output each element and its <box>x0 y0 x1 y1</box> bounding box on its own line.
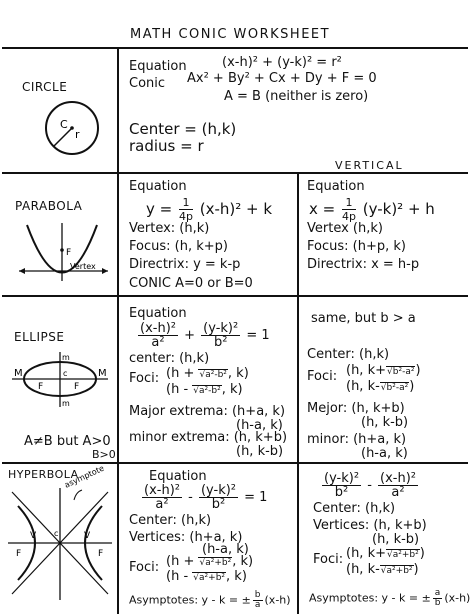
ellipse-h-major-1: Major extrema: (h+a, k) <box>129 404 286 419</box>
hyperbola-v-equation: $\frac{\text{(y-k)²}}{\text{b²}}$ - $\frac{\text{(x-h)²}}{\text{a²}}$ <box>324 471 417 500</box>
hyperbola-vertex-right-letter: V <box>84 531 91 541</box>
ellipse-center-letter: c <box>63 369 68 378</box>
ellipse-h-major-2: (h-a, k) <box>236 418 283 433</box>
parabola-vertex-letter: Vertex <box>70 262 96 271</box>
parabola-focus-letter: F <box>66 248 72 258</box>
hyperbola-h-vertices-2: (h-a, k) <box>202 542 249 557</box>
ellipse-v-foci-label: Foci: <box>307 369 338 384</box>
ellipse-label: ELLIPSE <box>14 330 65 344</box>
parabola-h-conic: CONIC A=0 or B=0 <box>129 276 253 291</box>
ellipse-v-major-1: Mejor: (h, k+b) <box>307 401 405 416</box>
circle-equation: (x-h)² + (y-k)² = r² <box>222 55 342 70</box>
parabola-h-equation-label: Equation <box>129 179 187 194</box>
parabola-v-directrix: Directrix: x = h-p <box>307 257 420 272</box>
parabola-h-vertex: Vertex: (h,k) <box>129 221 210 236</box>
circle-conic-label: Conic <box>129 76 166 91</box>
parabola-v-equation: x = $\frac{1}{4p}$ (y-k)² + h <box>309 196 435 223</box>
circle-conic-equation: Ax² + By² + Cx + Dy + F = 0 <box>187 71 377 86</box>
hyperbola-h-foci-2: (h - √a²+b², k) <box>166 569 247 584</box>
circle-diagram <box>40 98 110 158</box>
hyperbola-focus-right-letter: F <box>98 549 104 559</box>
circle-equation-label: Equation <box>129 59 187 74</box>
row-divider-circle <box>2 172 468 174</box>
hyperbola-h-foci-1: (h + √a²+b², k) <box>166 554 254 569</box>
ellipse-v-major-2: (h, k-b) <box>361 415 409 430</box>
row-divider-parabola <box>2 295 468 297</box>
hyperbola-h-vertices-1: Vertices: (h+a, k) <box>129 530 243 545</box>
ellipse-major-right-letter: M <box>98 368 107 379</box>
circle-radius-letter: r <box>75 128 80 141</box>
ellipse-minor-bottom-letter: m <box>62 399 70 408</box>
hyperbola-v-vertices-1: Vertices: (h, k+b) <box>313 518 427 533</box>
hyperbola-h-equation: $\frac{\text{(x-h)²}}{\text{a²}}$ - $\frac{\text{(y-k)²}}{\text{b²}}$ = 1 <box>144 483 268 512</box>
ellipse-h-center: center: (h,k) <box>129 351 210 366</box>
hyperbola-h-asymptotes: Asymptotes: y - k = ± $\frac{b}{a}$ (x-h) <box>129 590 291 610</box>
ellipse-v-foci-1: (h, k+√b²-a²) <box>346 363 421 378</box>
ellipse-h-foci-label: Foci: <box>129 371 160 386</box>
vertical-column-header: VERTICAL <box>335 159 404 172</box>
ellipse-h-minor-2: (h, k-b) <box>236 444 284 459</box>
ellipse-v-minor-2: (h-a, k) <box>361 446 408 461</box>
ellipse-h-foci-1: (h + √a²-b², k) <box>166 366 249 381</box>
ellipse-focus-right-letter: F <box>74 382 80 392</box>
hyperbola-label: HYPERBOLA <box>8 468 79 481</box>
ellipse-h-foci-2: (h - √a²-b², k) <box>166 382 243 397</box>
ellipse-v-minor-1: minor: (h+a, k) <box>307 432 407 447</box>
column-divider-right <box>297 172 299 614</box>
circle-center-letter: C <box>60 118 68 131</box>
hyperbola-vertex-left-letter: V <box>30 531 37 541</box>
ellipse-v-same: same, but b > a <box>311 311 416 326</box>
circle-radius: radius = r <box>129 137 204 155</box>
ellipse-condition-1: A≠B but A>0 <box>24 434 111 449</box>
parabola-label: PARABOLA <box>15 199 83 213</box>
hyperbola-v-center: Center: (h,k) <box>313 501 396 516</box>
hyperbola-h-equation-label: Equation <box>149 469 207 484</box>
ellipse-h-equation: $\frac{\text{(x-h)²}}{\text{a²}}$ + $\frac{\text{(y-k)²}}{\text{b²}}$ = 1 <box>140 321 270 350</box>
hyperbola-asymptote-label: asymptote <box>63 463 106 490</box>
ellipse-major-left-letter: M <box>14 368 23 379</box>
circle-center: Center = (h,k) <box>129 120 237 138</box>
hyperbola-v-foci-label: Foci: <box>313 552 344 567</box>
column-divider-left <box>117 47 119 614</box>
parabola-v-focus: Focus: (h+p, k) <box>307 239 406 254</box>
ellipse-diagram <box>8 350 112 410</box>
ellipse-h-minor-1: minor extrema: (h, k+b) <box>129 430 288 445</box>
row-divider-top <box>2 47 468 49</box>
circle-label: CIRCLE <box>22 80 68 94</box>
parabola-h-directrix: Directrix: y = k-p <box>129 257 241 272</box>
hyperbola-focus-left-letter: F <box>16 549 22 559</box>
parabola-v-vertex: Vertex (h,k) <box>307 221 383 236</box>
hyperbola-v-vertices-2: (h, k-b) <box>372 532 420 547</box>
parabola-v-equation-label: Equation <box>307 179 365 194</box>
ellipse-minor-top-letter: m <box>62 353 70 362</box>
parabola-diagram <box>15 215 110 290</box>
ellipse-focus-left-letter: F <box>38 382 44 392</box>
ellipse-condition-2: B>0 <box>92 448 116 461</box>
parabola-h-equation: y = $\frac{1}{4p}$ (x-h)² + k <box>146 196 273 223</box>
hyperbola-v-asymptotes: Asymptotes: y - k = ± $\frac{a}{b}$ (x-h) <box>309 588 471 608</box>
circle-condition: A = B (neither is zero) <box>224 89 369 104</box>
ellipse-h-equation-label: Equation <box>129 306 187 321</box>
hyperbola-h-foci-label: Foci: <box>129 560 160 575</box>
hyperbola-v-foci-2: (h, k-√a²+b²) <box>346 562 419 577</box>
row-divider-ellipse <box>2 462 468 464</box>
parabola-h-focus: Focus: (h, k+p) <box>129 239 228 254</box>
hyperbola-center-letter: c <box>54 529 59 538</box>
ellipse-v-foci-2: (h, k-√b²-a²) <box>346 379 415 394</box>
hyperbola-v-foci-1: (h, k+√a²+b²) <box>346 546 425 561</box>
hyperbola-h-center: Center: (h,k) <box>129 513 212 528</box>
page-title: MATH CONIC WORKSHEET <box>130 27 331 42</box>
ellipse-v-center: Center: (h,k) <box>307 347 390 362</box>
